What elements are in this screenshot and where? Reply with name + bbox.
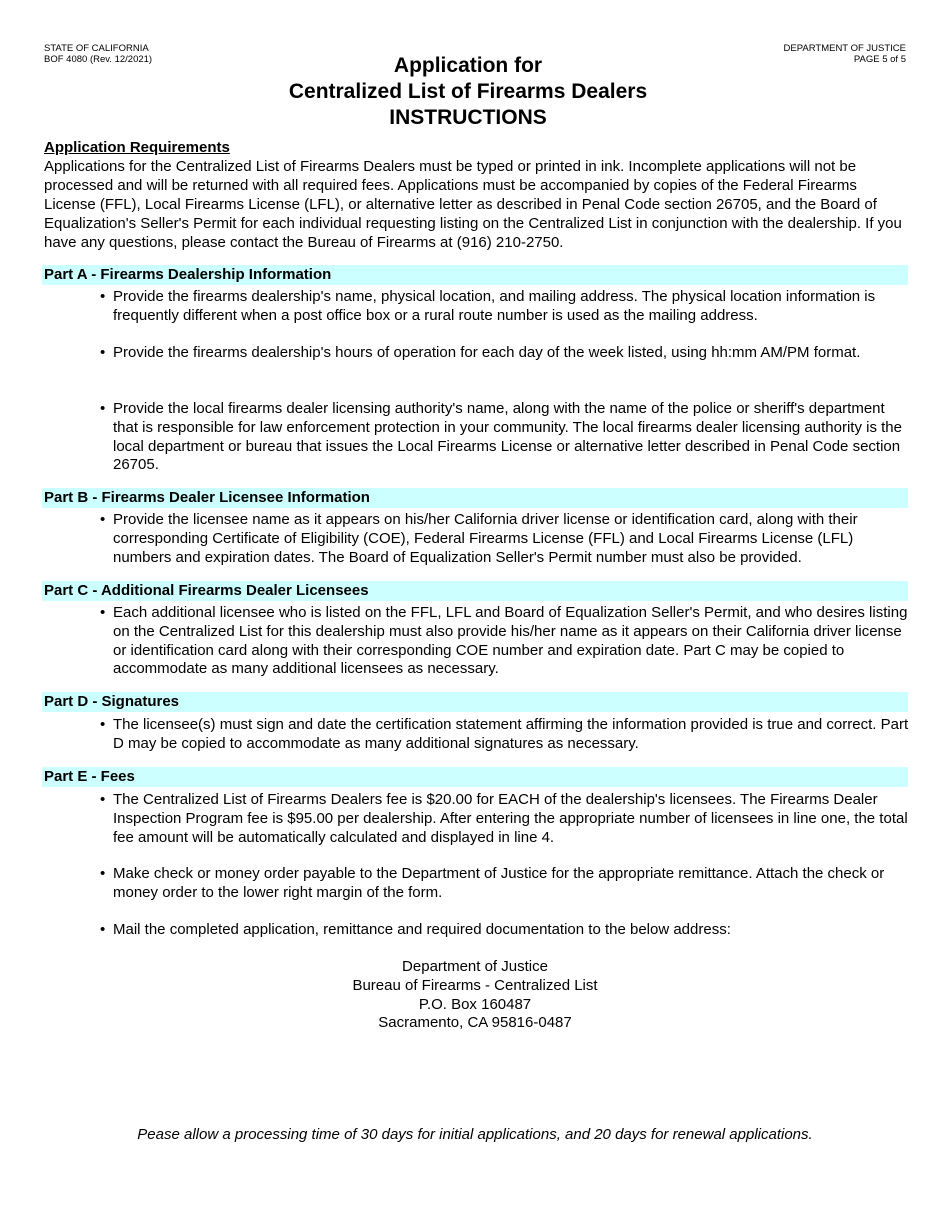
mailing-address (0, 958, 950, 1033)
bullet-text: Provide the licensee name as it appears on his/her California driver license or identification card, along with their corresponding Certificate of Eligibility (COE), Federal Firearms License (FFL) and Local Firearms License (LFL) numbers and expiration dates. The Board of Equalization Seller's Permit number must also be provided. (113, 511, 858, 566)
address-line: Department of Justice (402, 958, 548, 975)
part-a-heading: Part A - Firearms Dealership Information (42, 265, 908, 285)
bullet-glyph: • (100, 921, 106, 938)
bullet-glyph: • (100, 511, 106, 528)
bullet-glyph: • (100, 716, 106, 733)
bullet-glyph: • (100, 288, 106, 305)
page-number: PAGE 5 of 5 (853, 54, 906, 65)
title-line-2: Centralized List of Firearms Dealers (288, 80, 648, 103)
agency-label: STATE OF CALIFORNIA (44, 43, 149, 54)
part-e-bullet (100, 921, 910, 940)
part-d-heading: Part D - Signatures (42, 692, 908, 712)
part-d-bullet (100, 716, 910, 754)
bullet-text: Provide the firearms dealership's name, physical location, and mailing address. The physical location information is frequently different when a post office box or a rural route number is used as the mailing address. (113, 288, 876, 324)
bullet-text: Make check or money order payable to the Department of Justice for the appropriate remittance. Attach the check or money order to the lower right margin of the form. (113, 865, 885, 901)
bullet-glyph: • (100, 791, 106, 808)
bullet-glyph: • (100, 400, 106, 417)
bullet-glyph: • (100, 865, 106, 882)
part-e-heading: Part E - Fees (42, 767, 908, 787)
part-b-bullet (100, 511, 910, 567)
bullet-glyph: • (100, 604, 106, 621)
part-a-bullet (100, 288, 910, 326)
part-e-bullet (100, 791, 910, 847)
address-line: P.O. Box 160487 (418, 995, 532, 1013)
address-line: Sacramento, CA 95816-0487 (378, 1014, 572, 1032)
part-a-bullet (100, 344, 910, 363)
bullet-text: The licensee(s) must sign and date the certification statement affirming the information provided is true and correct. Part D may be copied to accommodate as many additional signatures as necessary. (113, 716, 909, 752)
bullet-text: The Centralized List of Firearms Dealers fee is $20.00 for EACH of the dealership's licensees. The Firearms Dealer Inspection Program fee is $95.00 per dealership. After entering the appropriate number of licensees in line one, the total fee amount will be automatically calculated and displayed in line 4. (113, 791, 908, 846)
department-label: DEPARTMENT OF JUSTICE (783, 43, 906, 54)
title-line-1: Application for (393, 54, 543, 77)
bullet-text: Provide the firearms dealership's hours of operation for each day of the week listed, using hh:mm AM/PM format. (113, 344, 861, 361)
address-line: Bureau of Firearms - Centralized List (352, 976, 598, 994)
part-e-bullet (100, 865, 910, 903)
form-id: BOF 4080 (Rev. 12/2021) (44, 54, 153, 65)
bullet-text: Mail the completed application, remittance and required documentation to the below address: (113, 921, 731, 938)
part-b-heading: Part B - Firearms Dealer Licensee Information (42, 488, 908, 508)
part-a-bullet (100, 400, 910, 475)
part-c-heading: Part C - Additional Firearms Dealer Licensees (42, 581, 908, 601)
part-c-bullet (100, 604, 910, 679)
page-title (0, 53, 936, 131)
bullet-text: Provide the local firearms dealer licensing authority's name, along with the name of the police or sheriff's department that is responsible for law enforcement protection in your community. The local firearms dealer licensing authority is the local department or bureau that issues the Local Firearms License or alternative letter described in Penal Code section 26705. (113, 400, 902, 474)
processing-time-note: Pease allow a processing time of 30 days for initial applications, and 20 days for renewal applications. (137, 1126, 813, 1143)
requirements-text: Applications for the Centralized List of Firearms Dealers must be typed or printed in ink. Incomplete applications will not be processed and will be returned with all required fees. Applications must be accompanied by copies of the Federal Firearms License (FFL), Local Firearms License (LFL), or alternative letter as described in Penal Code section 26705, and the Board of Equalization's Seller's Permit for each individual requesting listing on the Centralized List in conjunction with the dealership. If you have any questions, please contact the Bureau of Firearms at (916) 210-2750. (44, 158, 902, 251)
requirements-heading: Application Requirements (44, 139, 230, 156)
title-line-3: INSTRUCTIONS (389, 106, 547, 129)
bullet-glyph: • (100, 344, 106, 361)
bullet-text: Each additional licensee who is listed on the FFL, LFL and Board of Equalization Seller's Permit, and who desires listing on the Centralized List for this dealership must also provide his/her name as it appears on their California driver license or identification card along with their corresponding COE number and expiration date. Part C may be copied to accommodate as many additional licensees as necessary. (113, 604, 908, 678)
